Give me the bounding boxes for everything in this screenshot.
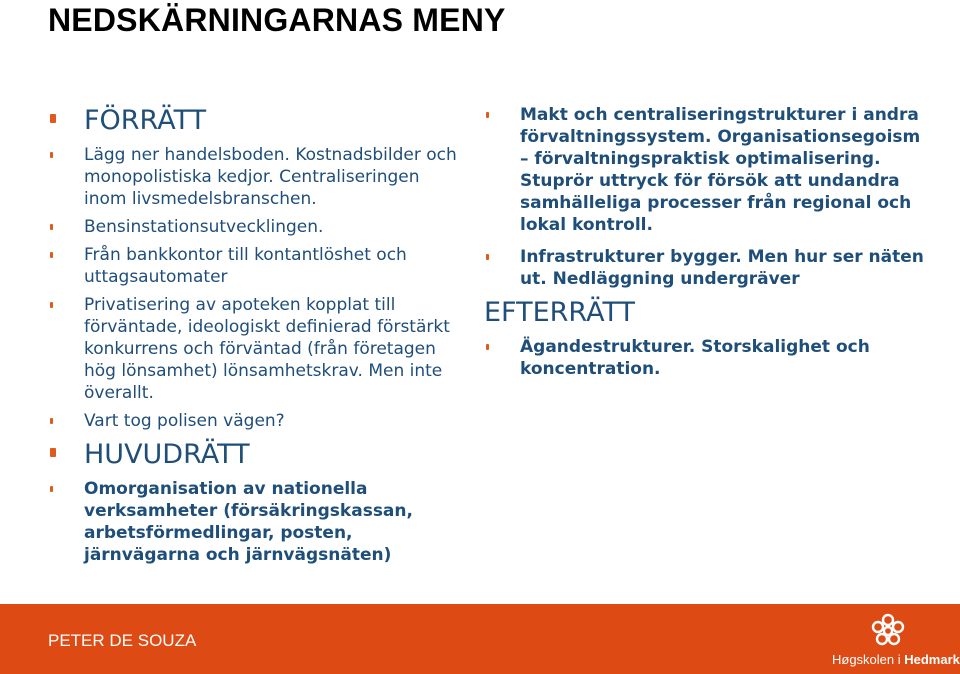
- list-item-text: Ägandestrukturer. Storskalighet och koncentration.: [520, 337, 870, 379]
- bullet-icon: [50, 486, 53, 492]
- bullet-icon: [50, 448, 56, 457]
- list-item: [48, 294, 463, 404]
- college-logo-icon: [870, 613, 906, 649]
- bullet-icon: [50, 302, 53, 308]
- list-item-text: Vart tog polisen vägen?: [84, 411, 285, 431]
- list-item: [48, 478, 463, 566]
- heading-forratt-text: FÖRRÄTT: [84, 105, 207, 136]
- heading-forratt: [48, 104, 463, 138]
- right-column: [484, 104, 924, 380]
- bullet-icon: [50, 252, 53, 258]
- bullet-icon: [486, 112, 489, 118]
- list-item: [48, 216, 463, 238]
- list-item: [48, 244, 463, 288]
- logo-name: Hedmark: [904, 652, 960, 667]
- heading-huvudratt-text: HUVUDRÄTT: [84, 439, 250, 470]
- list-item: [484, 104, 924, 236]
- footer-author: PETER DE SOUZA: [48, 631, 197, 650]
- list-item-text: Bensinstationsutvecklingen.: [84, 217, 324, 237]
- bullet-icon: [50, 152, 53, 158]
- list-item-text: Från bankkontor till kontantlöshet och uttagsautomater: [84, 245, 407, 287]
- list-item: [484, 336, 924, 380]
- list-item-text: Omorganisation av nationella verksamheter (försäkringskassan, arbetsförmedlingar, posten, järnvägarna och järnvägsnäten): [84, 479, 413, 565]
- list-item-text: Privatisering av apoteken kopplat till förväntade, ideologiskt definierad förstärkt konkurrens och förväntad (från företagen hög lönsamhet) lönsamhetskrav. Men inte överallt.: [84, 295, 450, 403]
- heading-efterratt-text: EFTERRÄTT: [484, 297, 635, 328]
- bullet-icon: [486, 254, 489, 260]
- heading-efterratt: [484, 296, 924, 330]
- bullet-icon: [50, 114, 56, 123]
- list-item-text: Makt och centraliseringstrukturer i andra förvaltningssystem. Organisationsegoism – förvaltningspraktisk optimalisering. Stuprör uttryck för försök att undandra samhälleliga processer från regional och lokal kontroll.: [520, 105, 921, 235]
- list-item: [48, 410, 463, 432]
- logo-prefix: Høgskolen i: [832, 652, 905, 667]
- left-column: [48, 104, 463, 566]
- bullet-icon: [50, 418, 53, 424]
- list-item-text: Infrastrukturer bygger. Men hur ser näten ut. Nedläggning undergräver: [520, 247, 924, 289]
- bullet-icon: [486, 344, 489, 350]
- list-item: [48, 144, 463, 210]
- bullet-icon: [50, 224, 53, 230]
- slide-title: NEDSKÄRNINGARNAS MENY: [48, 2, 506, 38]
- list-item: [484, 246, 924, 290]
- college-logo-text: [832, 652, 960, 667]
- heading-huvudratt: [48, 438, 463, 472]
- list-item-text: Lägg ner handelsboden. Kostnadsbilder och monopolistiska kedjor. Centraliseringen inom livsmedelsbranschen.: [84, 145, 457, 209]
